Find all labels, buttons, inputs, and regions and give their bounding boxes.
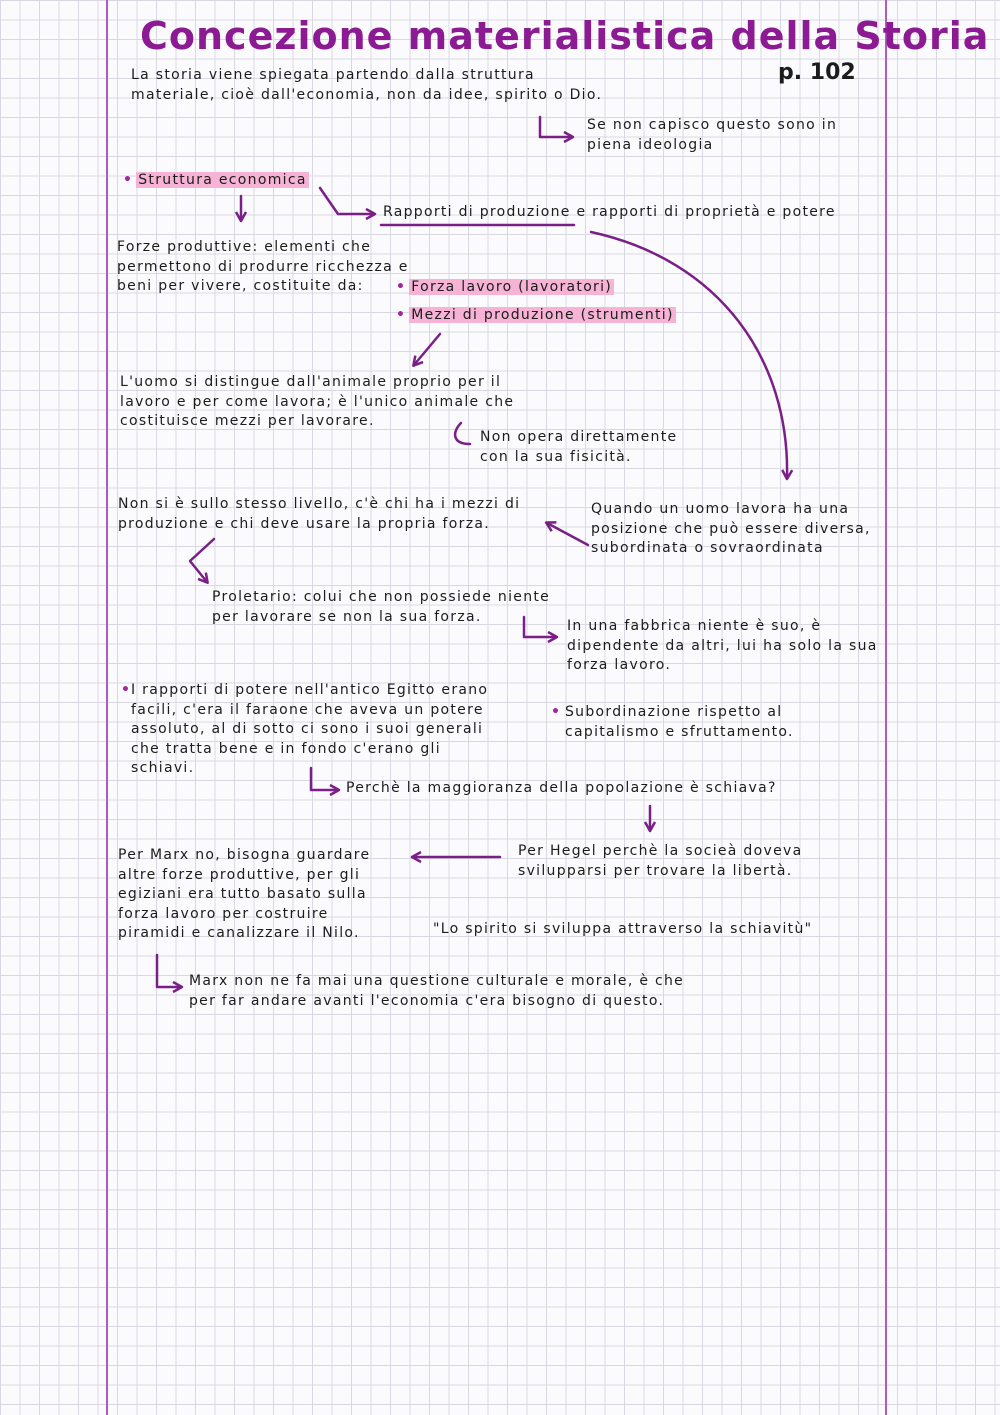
struttura-to-rapporti-arrow	[320, 188, 374, 214]
subordinazione-note: Subordinazione rispetto al capitalismo e sfruttamento.	[565, 704, 794, 740]
marx-to-conclusione-arrow	[157, 955, 181, 987]
rapporti-curve-arrow	[591, 232, 787, 478]
egitto-to-perche-arrow	[311, 768, 338, 790]
forze-produttive-note: Forze produttive: elementi che permettono di produrre ricchezza e beni per vivere, costituite da:	[117, 239, 409, 294]
struttura-economica-label: Struttura economica	[138, 172, 307, 188]
uomo-note: L'uomo si distingue dall'animale proprio per il lavoro e per come lavora; è l'unico animale che costituisce mezzi per lavorare.	[120, 374, 515, 429]
livello-note: Non si è sullo stesso livello, c'è chi ha i mezzi di produzione e chi deve usare la propria forza.	[118, 496, 521, 532]
bullet-dot: •	[551, 704, 562, 720]
egitto-note: I rapporti di potere nell'antico Egitto erano facili, c'era il faraone che aveva un potere assoluto, al di sotto ci sono i suoi generali che tratta bene e in fondo c'erano gli schiavi.	[131, 682, 489, 776]
intro-note: La storia viene spiegata partendo dalla struttura materiale, cioè dall'economia, non da idee, spirito o Dio.	[131, 67, 603, 103]
bullet-dot: •	[396, 279, 407, 295]
non-opera-bracket	[455, 423, 470, 444]
proletario-note: Proletario: colui che non possiede niente per lavorare se non la sua forza.	[212, 589, 551, 625]
quando-uomo-note: Quando un uomo lavora ha una posizione che può essere diversa, subordinata o sovraordinata	[591, 501, 871, 556]
proletario-to-fabbrica-arrow	[524, 617, 556, 637]
marx-conclusione-note: Marx non ne fa mai una questione culturale e morale, è che per far andare avanti l'economia c'era bisogno di questo.	[189, 973, 685, 1009]
rapporti-note: Rapporti di produzione e rapporti di proprietà e potere	[383, 204, 836, 220]
fabbrica-note: In una fabbrica niente è suo, è dipendente da altri, lui ha solo la sua forza lavoro.	[567, 618, 878, 673]
livello-to-proletario-arrow	[190, 539, 214, 582]
bullet-dot: •	[396, 307, 407, 323]
bullet-dot: •	[123, 172, 134, 188]
non-opera-note: Non opera direttamente con la sua fisicità.	[480, 429, 678, 465]
ideology-note: Se non capisco questo sono in piena ideologia	[587, 117, 838, 153]
mezzi-produzione-label: Mezzi di produzione (strumenti)	[411, 307, 674, 323]
ideology-arrow	[540, 117, 572, 137]
marx-no-note: Per Marx no, bisogna guardare altre forze produttive, per gli egiziani era tutto basato sulla forza lavoro per costruire piramidi e canalizzare il Nilo.	[118, 847, 371, 941]
perche-question: Perchè la maggioranza della popolazione è schiava?	[346, 780, 777, 796]
mezzi-to-uomo-arrow	[414, 334, 440, 365]
quando-to-livello-arrow	[547, 523, 588, 545]
page-reference: p. 102	[778, 60, 856, 85]
forza-lavoro-label: Forza lavoro (lavoratori)	[411, 279, 613, 295]
hegel-note: Per Hegel perchè la socieà doveva svilupparsi per trovare la libertà.	[518, 843, 803, 879]
citazione-quote: "Lo spirito si sviluppa attraverso la schiavitù"	[433, 921, 813, 937]
page-title: Concezione materialistica della Storia	[140, 14, 990, 58]
bullet-dot: •	[121, 682, 132, 698]
